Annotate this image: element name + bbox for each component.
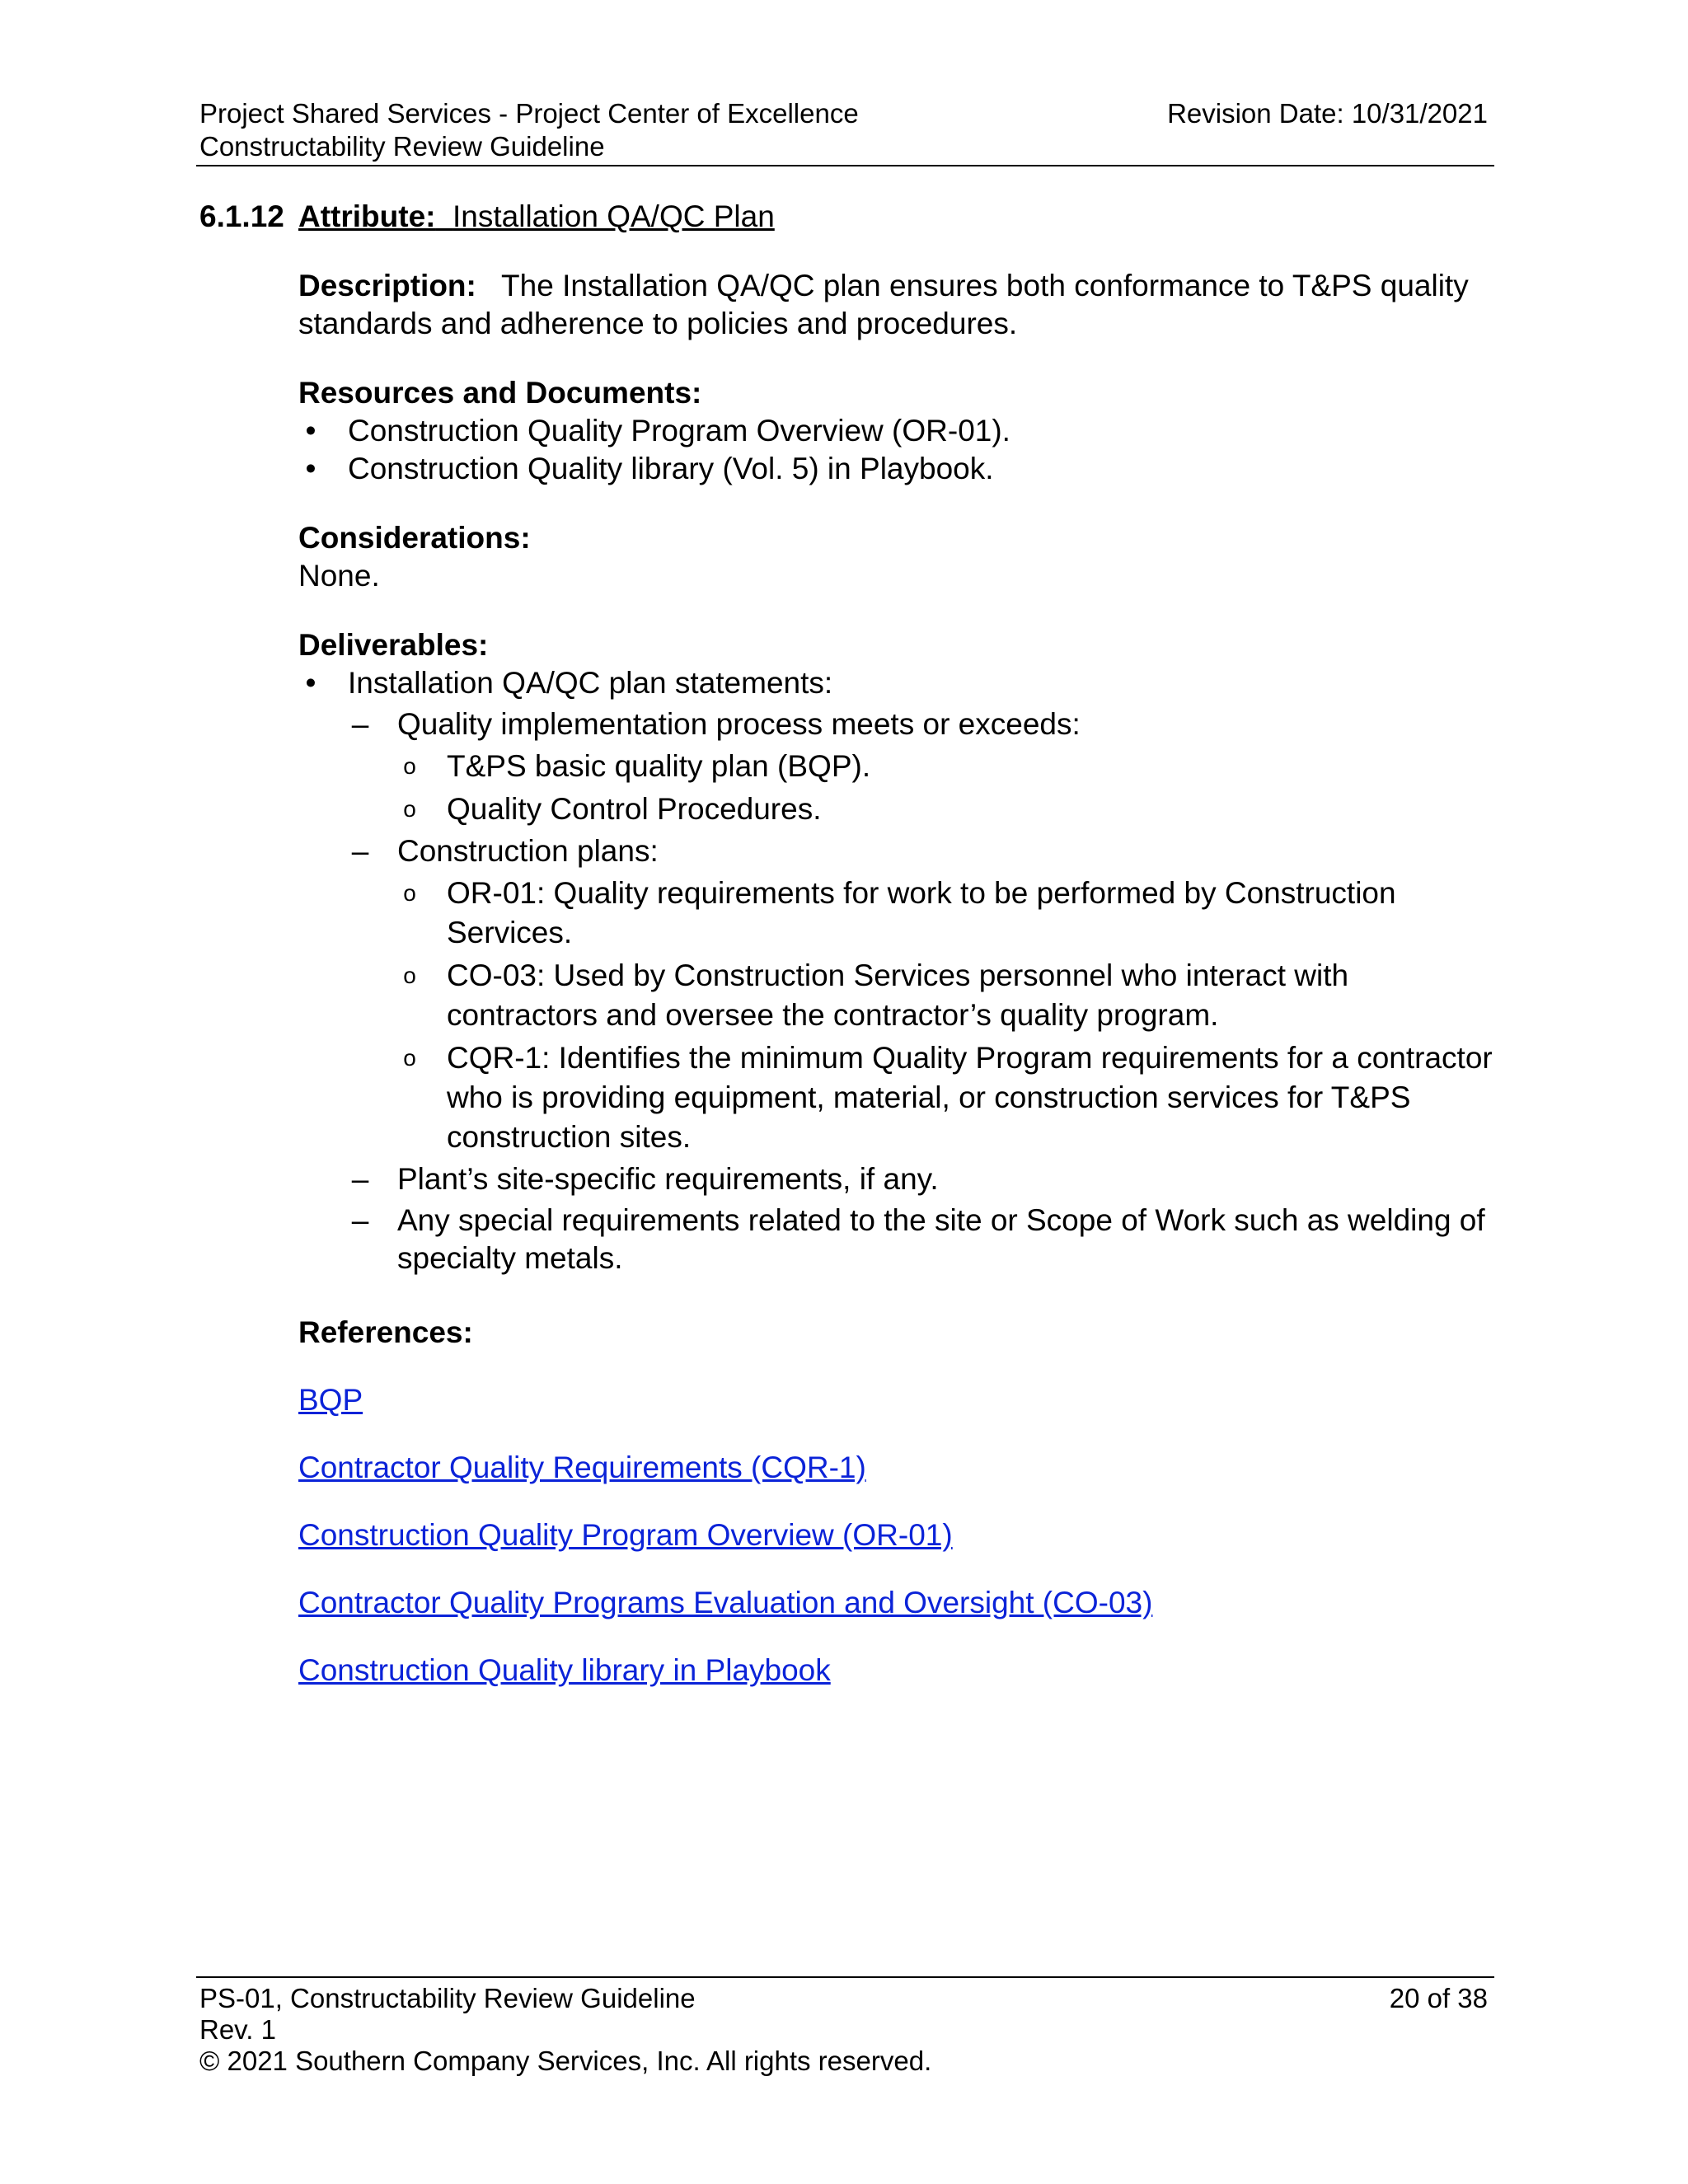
references-links [298,1381,1493,1690]
sub-item-text: Quality implementation process meets or exceeds: [397,707,1081,741]
circle-glyph: o [403,963,416,988]
list-item [348,705,1493,829]
description-text: The Installation QA/QC plan ensures both conformance to T&PS quality standards and adherence to policies and procedures. [298,269,1469,340]
description-block [298,267,1493,343]
resource-item-text: Construction Quality Program Overview (OR-01). [348,414,1010,448]
section-attribute [298,198,775,236]
sub-sub-item-text: T&PS basic quality plan (BQP). [447,749,871,783]
section-heading [196,198,1498,236]
sub-item-text: Construction plans: [397,834,659,868]
footer-revision: Rev. 1 [199,2014,276,2045]
dash-glyph: – [351,1203,369,1237]
list-item [397,790,1493,829]
resources-list [298,412,1493,488]
list-item [397,747,1493,786]
page-body [196,198,1498,1690]
sub-sub-item-text: OR-01: Quality requirements for work to be performed by Construction Services. [447,876,1396,949]
list-item [397,956,1493,1035]
deliverable-item-text: Installation QA/QC plan statements: [348,666,833,700]
footer-copyright: © 2021 Southern Company Services, Inc. All rights reserved. [199,2046,932,2076]
circle-glyph: o [403,753,416,779]
attribute-key: Attribute: [298,199,436,233]
reference-link-playbook[interactable]: Construction Quality library in Playbook [298,1653,831,1687]
sub-item-text: Any special requirements related to the site or Scope of Work such as welding of specialty metals. [397,1203,1485,1275]
circle-glyph: o [403,1045,416,1071]
dash-glyph: – [351,707,369,741]
list-item [397,874,1493,953]
references-label: References: [298,1315,473,1349]
considerations-label: Considerations: [298,521,531,555]
dash-glyph: – [351,1162,369,1196]
footer-row [196,1983,1494,2014]
footer-row [196,2014,1494,2046]
page-footer [196,1976,1494,2077]
reference-link-bqp[interactable]: BQP [298,1383,363,1417]
bullet-glyph: • [305,452,316,485]
sub-sub-item-text: CQR-1: Identifies the minimum Quality Program requirements for a contractor who is providing equipment, material, or construction services for T&PS construction sites. [447,1041,1493,1154]
bullet-glyph: • [305,666,316,700]
reference-link-cqr-1[interactable]: Contractor Quality Requirements (CQR-1) [298,1451,866,1484]
bullet-glyph: • [305,414,316,448]
circle-glyph: o [403,796,416,822]
deliverable-sublist [348,705,1493,1277]
list-item [298,412,1493,450]
references-block [298,1314,1493,1690]
footer-row [196,2046,1494,2077]
deliverables-block [298,626,1493,1277]
sub-item-text: Plant’s site-specific requirements, if any. [397,1162,939,1196]
considerations-text: None. [298,559,380,593]
deliverables-list [298,664,1493,1277]
dash-glyph: – [351,834,369,868]
list-item [348,832,1493,1157]
resources-block [298,374,1493,488]
section-content [298,267,1493,1690]
resources-label: Resources and Documents: [298,376,702,410]
header-left [199,97,859,163]
list-item [298,450,1493,488]
description-label: Description: [298,269,476,302]
header-doc-title: Constructability Review Guideline [199,131,605,162]
header-org-title: Project Shared Services - Project Center of Excellence [199,98,859,129]
list-item [348,1160,1493,1198]
page-header [196,96,1494,166]
list-item [397,1038,1493,1157]
resource-item-text: Construction Quality library (Vol. 5) in Playbook. [348,452,994,485]
reference-link-co-03[interactable]: Contractor Quality Programs Evaluation and Oversight (CO-03) [298,1586,1153,1619]
deliverables-label: Deliverables: [298,628,489,662]
reference-link-or-01[interactable]: Construction Quality Program Overview (OR-01) [298,1518,953,1552]
circle-glyph: o [403,880,416,906]
attribute-value: Installation QA/QC Plan [452,199,775,233]
considerations-block [298,519,1493,595]
sub-sub-item-text: CO-03: Used by Construction Services personnel who interact with contractors and oversee the contractor’s quality program. [447,958,1349,1032]
list-item [298,664,1493,1277]
quality-impl-list [397,747,1493,829]
list-item [348,1202,1493,1277]
header-revision-date: Revision Date: 10/31/2021 [1167,98,1488,129]
construction-plans-list [397,874,1493,1157]
footer-doc-title: PS-01, Constructability Review Guideline [199,1983,696,2013]
sub-sub-item-text: Quality Control Procedures. [447,792,822,826]
footer-page-number: 20 of 38 [1389,1983,1488,2013]
section-number: 6.1.12 [199,199,284,233]
